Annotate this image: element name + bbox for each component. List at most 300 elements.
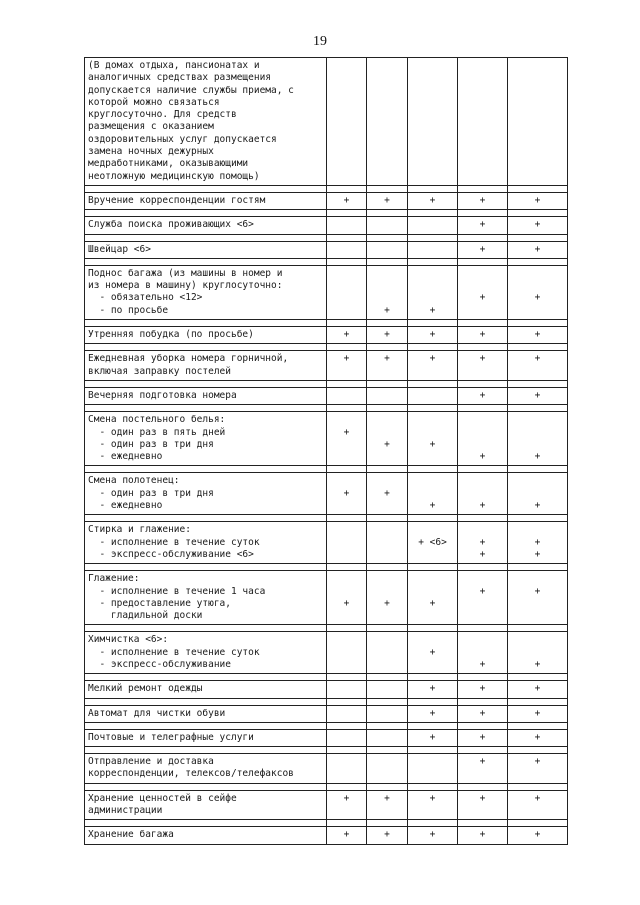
spacer-cell — [508, 515, 568, 522]
category-mark-cell — [408, 58, 458, 186]
category-mark-cell — [458, 705, 508, 722]
service-line: - исполнение в течение 1 часа — [88, 585, 266, 597]
spacer-cell — [327, 625, 367, 632]
mark — [330, 146, 363, 158]
mark: + — [343, 353, 350, 365]
mark — [330, 292, 363, 304]
mark — [330, 268, 363, 280]
mark — [330, 60, 363, 72]
category-mark-cell — [408, 681, 458, 698]
mark: + — [384, 329, 390, 341]
mark: + — [534, 194, 541, 206]
mark — [370, 537, 404, 549]
mark: + — [534, 219, 541, 231]
mark — [370, 134, 404, 146]
spacer-cell — [367, 783, 408, 790]
category-mark-cell — [408, 632, 458, 674]
row-spacer — [85, 234, 568, 241]
mark — [411, 659, 454, 671]
service-line: - по просьбе — [88, 304, 169, 316]
mark — [411, 85, 454, 97]
spacer-cell — [458, 210, 508, 217]
mark — [411, 427, 454, 439]
mark: + — [479, 353, 486, 365]
mark — [461, 427, 504, 439]
spacer-cell — [327, 820, 367, 827]
mark — [330, 109, 363, 121]
spacer-cell — [367, 698, 408, 705]
category-mark-cell — [367, 790, 408, 820]
mark: + — [429, 353, 436, 365]
spacer-cell — [367, 722, 408, 729]
mark: + — [343, 426, 350, 438]
mark — [330, 121, 363, 133]
spacer-cell — [408, 783, 458, 790]
spacer-cell — [458, 344, 508, 351]
spacer-cell — [367, 234, 408, 241]
spacer-cell — [85, 466, 327, 473]
service-line: (В домах отдыха, пансионатах и — [88, 60, 260, 71]
spacer-cell — [85, 234, 327, 241]
mark — [370, 97, 404, 109]
table-row — [85, 217, 568, 234]
table-row — [85, 192, 568, 209]
mark — [330, 97, 363, 109]
row-spacer — [85, 625, 568, 632]
mark: + — [534, 292, 541, 304]
service-line: Почтовые и телеграфные услуги — [88, 731, 254, 743]
mark — [511, 72, 564, 84]
mark: + — [534, 756, 541, 768]
mark — [511, 439, 564, 451]
mark — [411, 292, 454, 304]
mark — [511, 268, 564, 280]
mark — [511, 634, 564, 646]
mark — [370, 634, 404, 646]
mark — [330, 414, 363, 426]
mark — [370, 146, 404, 158]
service-cell — [85, 571, 327, 625]
category-mark-cell — [458, 729, 508, 746]
spacer-cell — [367, 185, 408, 192]
spacer-cell — [408, 405, 458, 412]
category-mark-cell — [327, 632, 367, 674]
spacer-cell — [367, 320, 408, 327]
spacer-cell — [327, 722, 367, 729]
mark — [330, 634, 363, 646]
category-mark-cell — [508, 522, 568, 564]
service-cell — [85, 412, 327, 466]
mark — [370, 500, 404, 512]
category-mark-cell — [508, 241, 568, 258]
mark — [411, 610, 454, 622]
mark — [411, 268, 454, 280]
category-mark-cell — [458, 412, 508, 466]
spacer-cell — [458, 783, 508, 790]
category-mark-cell — [458, 571, 508, 625]
mark: + — [429, 194, 436, 206]
spacer-cell — [85, 747, 327, 754]
mark — [461, 805, 504, 817]
mark — [370, 756, 404, 768]
mark — [511, 805, 564, 817]
mark — [370, 549, 404, 561]
mark: + — [343, 487, 350, 499]
mark: + — [343, 829, 350, 841]
category-mark-cell — [508, 412, 568, 466]
mark — [461, 524, 504, 536]
table-row — [85, 827, 568, 844]
service-line: - исполнение в течение суток — [88, 536, 260, 548]
service-line: - предоставление утюга, — [88, 597, 231, 609]
spacer-cell — [408, 258, 458, 265]
table-row — [85, 265, 568, 319]
spacer-cell — [508, 747, 568, 754]
mark — [330, 451, 363, 463]
mark — [511, 121, 564, 133]
category-mark-cell — [458, 387, 508, 404]
service-cell — [85, 217, 327, 234]
mark: + — [384, 597, 390, 609]
mark — [511, 60, 564, 72]
mark — [511, 109, 564, 121]
mark — [370, 72, 404, 84]
category-mark-cell — [408, 387, 458, 404]
service-line: включая заправку постелей — [88, 365, 231, 377]
service-line: гладильной доски — [88, 610, 203, 622]
mark — [411, 146, 454, 158]
service-line: - ежедневно — [88, 451, 163, 463]
category-mark-cell — [367, 412, 408, 466]
row-spacer — [85, 783, 568, 790]
service-line: Ежедневная уборка номера горничной, — [88, 353, 289, 365]
mark — [330, 549, 363, 561]
row-spacer — [85, 344, 568, 351]
mark: + — [534, 683, 541, 695]
mark — [511, 427, 564, 439]
spacer-cell — [367, 380, 408, 387]
spacer-cell — [327, 783, 367, 790]
service-line: Автомат для чистки обуви — [88, 707, 226, 719]
mark — [511, 598, 564, 610]
mark — [370, 171, 404, 183]
mark: + — [429, 683, 436, 695]
mark: + — [479, 219, 486, 231]
service-line: Мелкий ремонт одежды — [88, 683, 203, 695]
mark — [370, 659, 404, 671]
category-mark-cell — [327, 241, 367, 258]
mark — [461, 647, 504, 659]
mark: + — [479, 194, 486, 206]
mark — [511, 475, 564, 487]
category-mark-cell — [508, 327, 568, 344]
spacer-cell — [458, 234, 508, 241]
mark: + — [534, 792, 541, 804]
service-line: - один раз в три дня — [88, 438, 214, 450]
mark — [330, 158, 363, 170]
mark — [330, 756, 363, 768]
mark: + — [479, 292, 486, 304]
service-cell — [85, 729, 327, 746]
mark — [461, 366, 504, 378]
mark — [461, 475, 504, 487]
row-spacer — [85, 820, 568, 827]
mark — [330, 366, 363, 378]
mark — [461, 305, 504, 317]
spacer-cell — [327, 185, 367, 192]
category-mark-cell — [508, 387, 568, 404]
mark — [370, 121, 404, 133]
spacer-cell — [367, 625, 408, 632]
mark — [411, 805, 454, 817]
mark — [461, 280, 504, 292]
mark — [511, 366, 564, 378]
mark — [411, 219, 454, 231]
mark — [330, 390, 363, 402]
mark: + — [429, 707, 436, 719]
service-line: - один раз в три дня — [88, 487, 214, 499]
spacer-cell — [458, 747, 508, 754]
mark — [370, 60, 404, 72]
spacer-cell — [408, 722, 458, 729]
table-row — [85, 241, 568, 258]
category-mark-cell — [327, 754, 367, 784]
category-mark-cell — [327, 351, 367, 381]
mark — [370, 390, 404, 402]
service-line: администрации — [88, 805, 163, 817]
mark — [511, 305, 564, 317]
spacer-cell — [327, 320, 367, 327]
category-mark-cell — [367, 265, 408, 319]
mark — [411, 158, 454, 170]
service-cell — [85, 241, 327, 258]
mark — [511, 768, 564, 780]
service-line: Вечерняя подготовка номера — [88, 389, 237, 401]
mark — [411, 573, 454, 585]
mark: + — [534, 707, 541, 719]
spacer-cell — [367, 820, 408, 827]
table-row — [85, 473, 568, 515]
spacer-cell — [327, 466, 367, 473]
category-mark-cell — [508, 351, 568, 381]
mark — [330, 439, 363, 451]
spacer-cell — [85, 722, 327, 729]
category-mark-cell — [327, 327, 367, 344]
mark — [330, 85, 363, 97]
mark: + — [534, 353, 541, 365]
category-mark-cell — [458, 217, 508, 234]
mark — [370, 768, 404, 780]
services-table — [84, 57, 568, 845]
category-mark-cell — [408, 571, 458, 625]
category-mark-cell — [327, 192, 367, 209]
service-cell — [85, 351, 327, 381]
mark: + — [429, 438, 436, 450]
mark — [330, 72, 363, 84]
spacer-cell — [458, 722, 508, 729]
category-mark-cell — [367, 729, 408, 746]
spacer-cell — [408, 698, 458, 705]
spacer-cell — [327, 258, 367, 265]
mark — [461, 488, 504, 500]
mark: + — [429, 597, 436, 609]
spacer-cell — [458, 564, 508, 571]
category-mark-cell — [327, 571, 367, 625]
mark — [330, 573, 363, 585]
mark — [330, 171, 363, 183]
mark: + — [534, 536, 541, 548]
category-mark-cell — [408, 705, 458, 722]
table-row — [85, 327, 568, 344]
mark — [370, 524, 404, 536]
table-row — [85, 571, 568, 625]
mark — [411, 244, 454, 256]
mark — [411, 451, 454, 463]
spacer-cell — [327, 405, 367, 412]
mark — [411, 756, 454, 768]
category-mark-cell — [458, 265, 508, 319]
spacer-cell — [508, 674, 568, 681]
spacer-cell — [508, 380, 568, 387]
mark — [411, 586, 454, 598]
spacer-cell — [85, 820, 327, 827]
mark — [330, 524, 363, 536]
service-line: замена ночных дежурных — [88, 146, 214, 158]
category-mark-cell — [367, 351, 408, 381]
spacer-cell — [508, 625, 568, 632]
spacer-cell — [408, 625, 458, 632]
table-row — [85, 705, 568, 722]
spacer-cell — [367, 210, 408, 217]
mark — [330, 500, 363, 512]
mark — [370, 414, 404, 426]
mark — [461, 146, 504, 158]
mark: + — [384, 304, 390, 316]
spacer-cell — [408, 185, 458, 192]
mark — [511, 171, 564, 183]
category-mark-cell — [367, 522, 408, 564]
spacer-cell — [508, 210, 568, 217]
spacer-cell — [85, 698, 327, 705]
category-mark-cell — [458, 790, 508, 820]
mark — [370, 805, 404, 817]
spacer-cell — [408, 747, 458, 754]
category-mark-cell — [458, 681, 508, 698]
category-mark-cell — [327, 265, 367, 319]
mark: + <6> — [418, 536, 447, 548]
mark — [370, 109, 404, 121]
category-mark-cell — [327, 729, 367, 746]
mark — [461, 97, 504, 109]
mark — [330, 586, 363, 598]
mark: + — [479, 329, 486, 341]
mark — [411, 475, 454, 487]
spacer-cell — [327, 380, 367, 387]
mark — [370, 573, 404, 585]
category-mark-cell — [367, 192, 408, 209]
mark — [461, 109, 504, 121]
spacer-cell — [508, 820, 568, 827]
spacer-cell — [367, 674, 408, 681]
mark: + — [479, 243, 486, 255]
service-cell — [85, 192, 327, 209]
spacer-cell — [408, 344, 458, 351]
mark: + — [479, 585, 486, 597]
mark: + — [534, 329, 541, 341]
mark — [411, 768, 454, 780]
mark: + — [534, 585, 541, 597]
category-mark-cell — [458, 632, 508, 674]
row-spacer — [85, 258, 568, 265]
mark — [330, 647, 363, 659]
category-mark-cell — [408, 412, 458, 466]
table-row — [85, 754, 568, 784]
spacer-cell — [85, 674, 327, 681]
spacer-cell — [327, 674, 367, 681]
page-number: 19 — [313, 34, 327, 49]
category-mark-cell — [408, 192, 458, 209]
category-mark-cell — [327, 681, 367, 698]
mark — [370, 268, 404, 280]
category-mark-cell — [408, 729, 458, 746]
spacer-cell — [458, 674, 508, 681]
service-line: Вручение корреспонденции гостям — [88, 194, 266, 206]
mark — [411, 97, 454, 109]
category-mark-cell — [408, 217, 458, 234]
service-line: которой можно связаться — [88, 96, 220, 108]
service-line: - исполнение в течение суток — [88, 646, 260, 658]
mark — [461, 268, 504, 280]
mark — [461, 171, 504, 183]
category-mark-cell — [458, 327, 508, 344]
mark — [370, 451, 404, 463]
mark: + — [429, 329, 436, 341]
category-mark-cell — [508, 571, 568, 625]
category-mark-cell — [508, 58, 568, 186]
mark — [461, 158, 504, 170]
mark — [411, 524, 454, 536]
category-mark-cell — [327, 58, 367, 186]
category-mark-cell — [508, 754, 568, 784]
category-mark-cell — [458, 754, 508, 784]
service-line: Стирка и глажение: — [88, 524, 191, 536]
mark — [511, 647, 564, 659]
spacer-cell — [408, 564, 458, 571]
row-spacer — [85, 674, 568, 681]
service-line: Поднос багажа (из машины в номер и — [88, 267, 283, 279]
category-mark-cell — [367, 241, 408, 258]
service-line: Смена постельного белья: — [88, 414, 226, 426]
category-mark-cell — [508, 705, 568, 722]
category-mark-cell — [508, 681, 568, 698]
mark — [370, 475, 404, 487]
mark: + — [534, 451, 541, 463]
table-row — [85, 387, 568, 404]
spacer-cell — [85, 320, 327, 327]
service-line: - экспресс-обслуживание <6> — [88, 548, 254, 560]
service-line: Хранение ценностей в сейфе — [88, 792, 237, 804]
mark — [511, 158, 564, 170]
category-mark-cell — [408, 827, 458, 844]
mark — [370, 158, 404, 170]
mark: + — [534, 389, 541, 401]
spacer-cell — [327, 515, 367, 522]
mark: + — [429, 500, 436, 512]
spacer-cell — [367, 258, 408, 265]
category-mark-cell — [408, 241, 458, 258]
mark — [461, 121, 504, 133]
mark: + — [343, 329, 350, 341]
